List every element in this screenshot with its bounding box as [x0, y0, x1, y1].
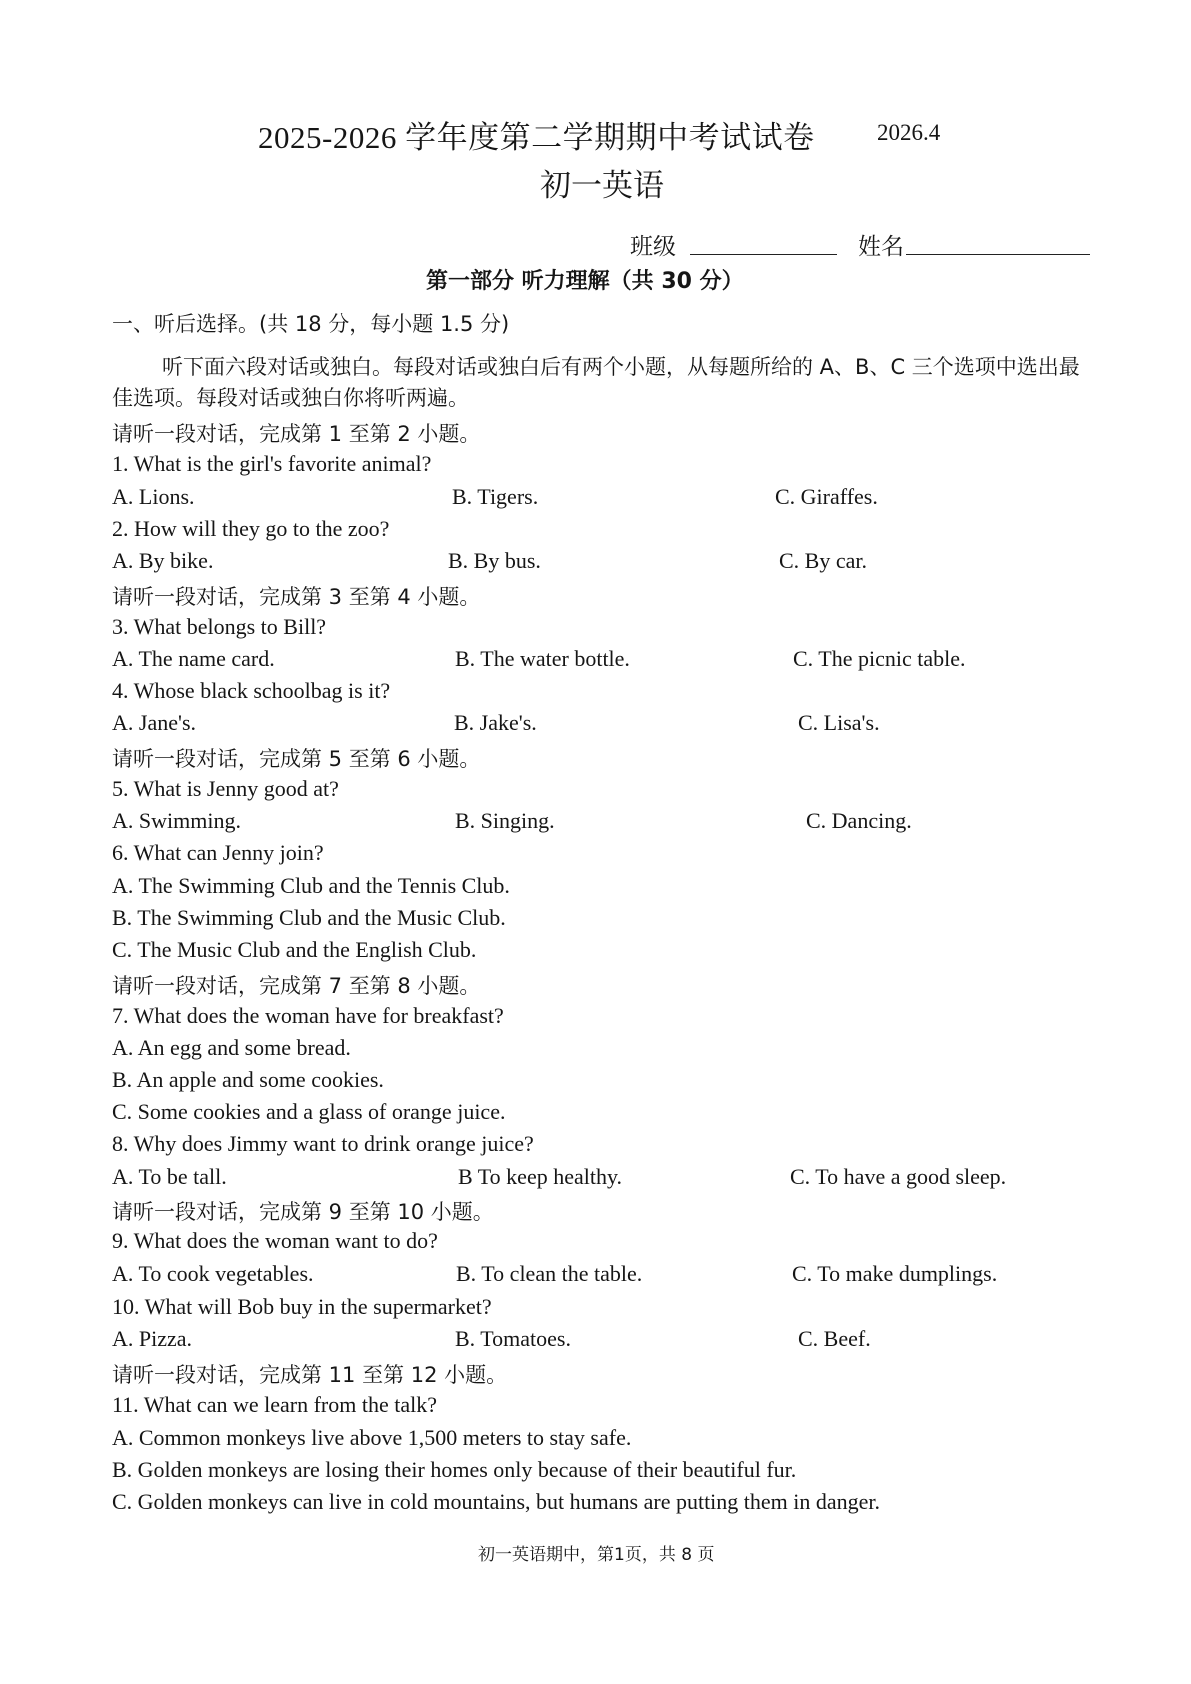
question-10: 10. What will Bob buy in the supermarket?: [112, 1294, 492, 1319]
option-c: C. Some cookies and a glass of orange juice.: [112, 1099, 506, 1124]
instructions: 听下面六段对话或独白。每段对话或独白后有两个小题，从每题所给的 A、B、C 三个选项中选出最佳选项。每段对话或独白你将听两遍。: [112, 355, 1080, 410]
question-6: 6. What can Jenny join?: [112, 840, 324, 865]
option-b: B. Tomatoes.: [455, 1326, 571, 1351]
option-c: C. Giraffes.: [775, 484, 878, 509]
option-c: C. Dancing.: [806, 808, 912, 833]
option-b: B. The Swimming Club and the Music Club.: [112, 905, 506, 930]
name-label: 姓名: [858, 234, 904, 259]
option-b: B. An apple and some cookies.: [112, 1067, 384, 1092]
option-a: A. Jane's.: [112, 710, 197, 735]
option-b: B. To clean the table.: [456, 1261, 643, 1286]
exam-subject: 初一英语: [540, 168, 664, 203]
part-title: 第一部分 听力理解（共 30 分）: [426, 269, 744, 294]
option-c: C. By car.: [779, 548, 867, 573]
option-a: A. The Swimming Club and the Tennis Club.: [112, 873, 510, 898]
option-b: B To keep healthy.: [458, 1164, 623, 1189]
option-c: C. Lisa's.: [798, 710, 880, 735]
subhead: 请听一段对话，完成第 3 至第 4 小题。: [112, 585, 481, 609]
option-c: C. The picnic table.: [793, 646, 966, 671]
subhead: 请听一段对话，完成第 1 至第 2 小题。: [112, 422, 481, 446]
question-3: 3. What belongs to Bill?: [112, 614, 327, 639]
option-a: A. The name card.: [112, 646, 275, 671]
class-label: 班级: [630, 234, 676, 259]
question-4: 4. Whose black schoolbag is it?: [112, 678, 391, 703]
question-1: 1. What is the girl's favorite animal?: [112, 451, 432, 476]
question-11: 11. What can we learn from the talk?: [112, 1392, 437, 1417]
option-a: A. To be tall.: [112, 1164, 227, 1189]
option-c: C. Beef.: [798, 1326, 871, 1351]
page-footer: 初一英语期中，第1页，共 8 页: [478, 1545, 715, 1565]
option-a: A. An egg and some bread.: [112, 1035, 351, 1060]
class-blank-line: [690, 254, 837, 255]
option-b: B. By bus.: [448, 548, 541, 573]
option-b: B. Tigers.: [452, 484, 539, 509]
question-8: 8. Why does Jimmy want to drink orange juice?: [112, 1131, 534, 1156]
option-a: A. Pizza.: [112, 1326, 193, 1351]
question-5: 5. What is Jenny good at?: [112, 776, 339, 801]
option-c: C. To have a good sleep.: [790, 1164, 1007, 1189]
subhead: 请听一段对话，完成第 9 至第 10 小题。: [112, 1200, 494, 1224]
option-b: B. Singing.: [455, 808, 555, 833]
option-b: B. Golden monkeys are losing their homes only because of their beautiful fur.: [112, 1457, 797, 1482]
section-title: 一、听后选择。(共 18 分，每小题 1.5 分): [112, 312, 510, 336]
option-a: A. Swimming.: [112, 808, 241, 833]
option-a: A. To cook vegetables.: [112, 1261, 314, 1286]
question-9: 9. What does the woman want to do?: [112, 1228, 438, 1253]
question-2: 2. How will they go to the zoo?: [112, 516, 390, 541]
option-c: C. The Music Club and the English Club.: [112, 937, 477, 962]
exam-date: 2026.4: [877, 120, 941, 145]
option-b: B. Jake's.: [454, 710, 537, 735]
subhead: 请听一段对话，完成第 7 至第 8 小题。: [112, 974, 481, 998]
subhead: 请听一段对话，完成第 5 至第 6 小题。: [112, 747, 481, 771]
name-blank-line: [906, 254, 1090, 255]
option-c: C. To make dumplings.: [792, 1261, 998, 1286]
question-7: 7. What does the woman have for breakfast?: [112, 1003, 504, 1028]
option-a: A. Lions.: [112, 484, 195, 509]
subhead: 请听一段对话，完成第 11 至第 12 小题。: [112, 1363, 508, 1387]
option-a: A. By bike.: [112, 548, 214, 573]
exam-title: 2025-2026 学年度第二学期期中考试试卷: [258, 120, 815, 155]
option-c: C. Golden monkeys can live in cold mountains, but humans are putting them in danger.: [112, 1489, 881, 1514]
option-a: A. Common monkeys live above 1,500 meters to stay safe.: [112, 1425, 632, 1450]
option-b: B. The water bottle.: [455, 646, 630, 671]
